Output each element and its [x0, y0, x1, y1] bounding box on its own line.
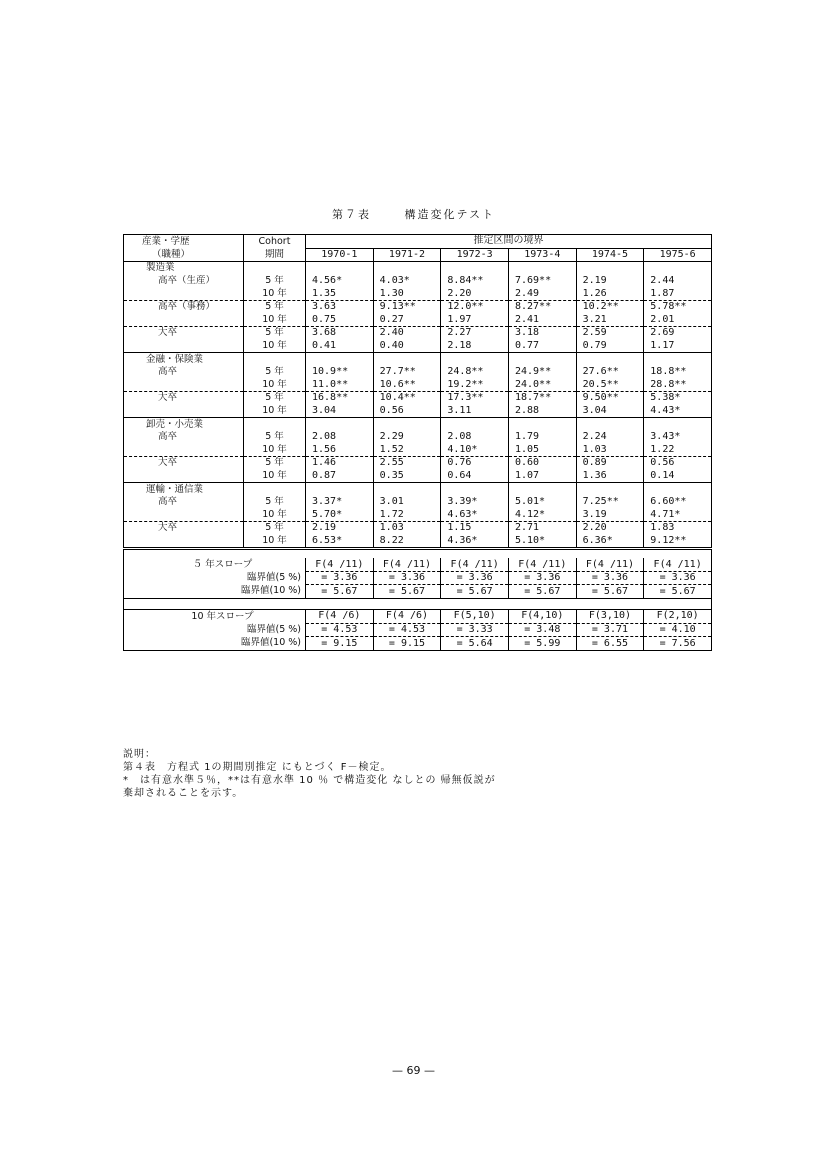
f-value-cell: 24.8** — [441, 366, 509, 379]
cohort-cell: 5 年 — [244, 496, 306, 509]
f-value-cell: 3.39* — [441, 496, 509, 509]
table-title — [0, 206, 827, 222]
f-value-cell: 1.83 — [644, 522, 712, 535]
f-value-cell: 3.21 — [576, 314, 644, 327]
f-value-cell: 2.24 — [576, 431, 644, 444]
f-value-cell: 0.87 — [306, 470, 374, 483]
f-value-cell — [373, 418, 441, 431]
test-row — [124, 585, 712, 599]
f-value-cell: 0.77 — [508, 340, 576, 353]
test-value-cell: F(5,10) — [441, 610, 509, 624]
f-value-cell: 5.10* — [508, 535, 576, 549]
f-value-cell: 2.27 — [441, 327, 509, 340]
test-value-cell: = 4.10 — [644, 623, 712, 637]
f-value-cell: 0.56 — [373, 405, 441, 418]
f-value-cell: 20.5** — [576, 379, 644, 392]
f-value-cell: 2.71 — [508, 522, 576, 535]
cohort-cell: 5 年 — [244, 366, 306, 379]
education-label — [124, 287, 244, 300]
table-row — [124, 483, 712, 496]
cohort-cell: 10 年 — [244, 379, 306, 392]
f-value-cell: 1.30 — [373, 287, 441, 300]
table-row — [124, 262, 712, 275]
table-name: 構造変化テスト — [404, 208, 496, 221]
education-label: 大卒 — [124, 522, 244, 535]
table-row — [124, 431, 712, 444]
test-value-cell: F(4 /11) — [306, 558, 374, 571]
test-value-cell: = 3.36 — [576, 571, 644, 585]
education-label: 大卒 — [124, 392, 244, 405]
test-value-cell: = 3.36 — [508, 571, 576, 585]
f-value-cell: 2.08 — [441, 431, 509, 444]
table-row — [124, 470, 712, 483]
f-value-cell: 5.01* — [508, 496, 576, 509]
f-value-cell: 2.19 — [306, 522, 374, 535]
table-row — [124, 392, 712, 405]
education-label — [124, 470, 244, 483]
cohort-cell: 5 年 — [244, 327, 306, 340]
f-value-cell — [508, 262, 576, 275]
f-value-cell: 1.52 — [373, 444, 441, 457]
cohort-cell: 10 年 — [244, 405, 306, 418]
year-header: 1971-2 — [373, 248, 441, 262]
cohort-cell: 5 年 — [244, 431, 306, 444]
f-value-cell: 9.13** — [373, 300, 441, 313]
f-value-cell — [508, 483, 576, 496]
f-value-cell: 18.8** — [644, 366, 712, 379]
test-value-cell: F(2,10) — [644, 610, 712, 624]
f-value-cell: 8.22 — [373, 535, 441, 549]
year-header: 1970-1 — [306, 248, 374, 262]
f-value-cell: 19.2** — [441, 379, 509, 392]
f-value-cell: 16.8** — [306, 392, 374, 405]
f-value-cell: 4.10* — [441, 444, 509, 457]
notes-heading: 説明： — [123, 749, 156, 760]
education-label — [124, 535, 244, 549]
f-value-cell: 2.20 — [441, 287, 509, 300]
table-row — [124, 457, 712, 470]
f-value-cell: 1.87 — [644, 287, 712, 300]
education-label: 高卒 — [124, 431, 244, 444]
header-period: 期間 — [244, 248, 306, 262]
table-row — [124, 327, 712, 340]
test-value-cell: = 5.67 — [644, 585, 712, 599]
f-value-cell: 6.60** — [644, 496, 712, 509]
f-value-cell — [576, 353, 644, 366]
test-value-cell: = 5.99 — [508, 637, 576, 651]
cohort-cell: 10 年 — [244, 470, 306, 483]
cohort-cell: 10 年 — [244, 535, 306, 549]
critical-10-label: 臨界値(10 %) — [124, 637, 306, 651]
f-value-cell: 0.76 — [441, 457, 509, 470]
f-value-cell: 24.9** — [508, 366, 576, 379]
table-row — [124, 405, 712, 418]
f-value-cell: 1.46 — [306, 457, 374, 470]
f-value-cell: 3.04 — [306, 405, 374, 418]
test-value-cell: = 5.64 — [441, 637, 509, 651]
f-value-cell: 4.03* — [373, 275, 441, 288]
test-title: ５ 年スロープ — [124, 558, 306, 571]
notes-line: 棄却されることを示す。 — [123, 788, 244, 799]
structural-change-table — [123, 234, 712, 651]
test-value-cell: = 3.36 — [306, 571, 374, 585]
f-value-cell: 3.63 — [306, 300, 374, 313]
f-value-cell — [441, 483, 509, 496]
education-label — [124, 340, 244, 353]
spacer-row — [124, 599, 712, 610]
education-label: 高卒 — [124, 496, 244, 509]
table-row — [124, 535, 712, 549]
f-value-cell: 1.03 — [576, 444, 644, 457]
f-value-cell: 0.60 — [508, 457, 576, 470]
f-value-cell: 27.6** — [576, 366, 644, 379]
f-value-cell — [644, 262, 712, 275]
education-label: 高卒 — [124, 366, 244, 379]
f-value-cell: 3.11 — [441, 405, 509, 418]
cohort-cell: 10 年 — [244, 444, 306, 457]
f-value-cell: 3.04 — [576, 405, 644, 418]
header-industry: 産業・学歴 — [124, 235, 244, 249]
f-value-cell: 9.50** — [576, 392, 644, 405]
f-value-cell: 1.97 — [441, 314, 509, 327]
f-value-cell: 3.68 — [306, 327, 374, 340]
f-value-cell: 0.27 — [373, 314, 441, 327]
f-value-cell: 2.18 — [441, 340, 509, 353]
test-value-cell: F(4 /11) — [441, 558, 509, 571]
f-value-cell: 2.41 — [508, 314, 576, 327]
f-value-cell: 4.36* — [441, 535, 509, 549]
table-header — [124, 235, 712, 262]
f-value-cell: 2.88 — [508, 405, 576, 418]
critical-5-label: 臨界値(5 %) — [124, 623, 306, 637]
cohort-cell: 5 年 — [244, 522, 306, 535]
f-value-cell: 5.70* — [306, 508, 374, 521]
f-value-cell: 0.40 — [373, 340, 441, 353]
f-value-cell: 8.84** — [441, 275, 509, 288]
f-value-cell — [441, 418, 509, 431]
f-value-cell: 12.0** — [441, 300, 509, 313]
table-row — [124, 366, 712, 379]
f-value-cell — [373, 262, 441, 275]
f-value-cell: 10.9** — [306, 366, 374, 379]
table-row — [124, 300, 712, 313]
f-value-cell: 6.53* — [306, 535, 374, 549]
f-value-cell: 7.69** — [508, 275, 576, 288]
f-value-cell: 8.27** — [508, 300, 576, 313]
table-row — [124, 275, 712, 288]
test-value-cell: = 6.55 — [576, 637, 644, 651]
education-label: 高卒（生産） — [124, 275, 244, 288]
f-value-cell: 1.35 — [306, 287, 374, 300]
education-label — [124, 508, 244, 521]
test-value-cell: = 5.67 — [373, 585, 441, 599]
test-value-cell: = 3.36 — [644, 571, 712, 585]
test-title: 10 年スロープ — [124, 610, 306, 624]
test-value-cell: = 5.67 — [508, 585, 576, 599]
year-header: 1972-3 — [441, 248, 509, 262]
test-value-cell: F(4 /11) — [373, 558, 441, 571]
f-value-cell — [306, 483, 374, 496]
f-value-cell: 11.0** — [306, 379, 374, 392]
industry-label: 運輸・通信業 — [124, 483, 244, 496]
f-value-cell: 0.79 — [576, 340, 644, 353]
f-value-cell — [373, 353, 441, 366]
education-label: 大卒 — [124, 327, 244, 340]
f-value-cell: 4.43* — [644, 405, 712, 418]
notes — [123, 748, 496, 800]
f-value-cell: 0.35 — [373, 470, 441, 483]
f-value-cell: 3.37* — [306, 496, 374, 509]
f-value-cell: 2.20 — [576, 522, 644, 535]
year-header: 1973-4 — [508, 248, 576, 262]
industry-label: 卸売・小売業 — [124, 418, 244, 431]
f-value-cell: 2.29 — [373, 431, 441, 444]
table-row — [124, 353, 712, 366]
cohort-cell: 10 年 — [244, 340, 306, 353]
f-value-cell: 0.14 — [644, 470, 712, 483]
year-header: 1974-5 — [576, 248, 644, 262]
f-value-cell: 0.89 — [576, 457, 644, 470]
f-value-cell: 4.71* — [644, 508, 712, 521]
f-value-cell: 5.38* — [644, 392, 712, 405]
test-value-cell: = 5.67 — [576, 585, 644, 599]
f-value-cell: 2.19 — [576, 275, 644, 288]
cohort-cell: 5 年 — [244, 300, 306, 313]
industry-label: 金融・保険業 — [124, 353, 244, 366]
critical-5-label: 臨界値(5 %) — [124, 571, 306, 585]
f-value-cell — [306, 353, 374, 366]
test-value-cell: F(4 /11) — [508, 558, 576, 571]
test-value-cell: = 7.56 — [644, 637, 712, 651]
education-label: 大卒 — [124, 457, 244, 470]
test-value-cell: = 4.53 — [306, 623, 374, 637]
f-value-cell — [576, 483, 644, 496]
test-value-cell: = 3.36 — [441, 571, 509, 585]
f-value-cell — [306, 418, 374, 431]
test-row — [124, 610, 712, 624]
test-value-cell: = 3.48 — [508, 623, 576, 637]
test-value-cell: F(4,10) — [508, 610, 576, 624]
test-value-cell: F(4 /11) — [576, 558, 644, 571]
test-value-cell: F(3,10) — [576, 610, 644, 624]
f-value-cell: 1.36 — [576, 470, 644, 483]
cohort-cell — [244, 353, 306, 366]
test-value-cell: = 3.36 — [373, 571, 441, 585]
education-label: 高卒（事務） — [124, 300, 244, 313]
f-value-cell: 10.4** — [373, 392, 441, 405]
table-row — [124, 314, 712, 327]
f-value-cell: 10.6** — [373, 379, 441, 392]
f-value-cell: 24.0** — [508, 379, 576, 392]
f-value-cell: 4.63* — [441, 508, 509, 521]
table-row — [124, 508, 712, 521]
education-label — [124, 444, 244, 457]
f-value-cell — [373, 483, 441, 496]
cohort-cell: 5 年 — [244, 275, 306, 288]
f-value-cell — [576, 418, 644, 431]
f-value-cell — [441, 353, 509, 366]
f-value-cell: 2.59 — [576, 327, 644, 340]
f-value-cell: 1.07 — [508, 470, 576, 483]
f-value-cell: 9.12** — [644, 535, 712, 549]
f-value-cell — [644, 483, 712, 496]
test-section — [124, 549, 712, 651]
table-row — [124, 418, 712, 431]
f-value-cell: 1.56 — [306, 444, 374, 457]
cohort-cell — [244, 418, 306, 431]
f-value-cell: 1.79 — [508, 431, 576, 444]
f-value-cell: 4.56* — [306, 275, 374, 288]
f-value-cell — [306, 262, 374, 275]
test-value-cell: F(4 /11) — [644, 558, 712, 571]
table-number: 第７表 — [331, 208, 371, 221]
cohort-cell: 10 年 — [244, 287, 306, 300]
notes-line: * は有意水準５％，**は有意水準 10 ％ で構造変化 なしとの 帰無仮説が — [123, 775, 496, 786]
table-row — [124, 496, 712, 509]
test-value-cell: = 9.15 — [373, 637, 441, 651]
test-value-cell: F(4 /6) — [306, 610, 374, 624]
table-row — [124, 522, 712, 535]
education-label — [124, 379, 244, 392]
f-value-cell: 0.41 — [306, 340, 374, 353]
test-value-cell: = 4.53 — [373, 623, 441, 637]
test-row — [124, 571, 712, 585]
test-row — [124, 623, 712, 637]
cohort-cell: 5 年 — [244, 392, 306, 405]
f-value-cell: 6.36* — [576, 535, 644, 549]
f-value-cell: 0.56 — [644, 457, 712, 470]
test-row — [124, 637, 712, 651]
table-row — [124, 287, 712, 300]
industry-label: 製造業 — [124, 262, 244, 275]
table-row — [124, 444, 712, 457]
header-cohort: Cohort — [244, 235, 306, 249]
f-value-cell: 3.43* — [644, 431, 712, 444]
f-value-cell: 1.22 — [644, 444, 712, 457]
test-value-cell: = 3.33 — [441, 623, 509, 637]
f-value-cell — [508, 418, 576, 431]
test-value-cell: = 3.71 — [576, 623, 644, 637]
spacer-row — [124, 549, 712, 559]
f-value-cell: 17.3** — [441, 392, 509, 405]
f-value-cell: 18.7** — [508, 392, 576, 405]
f-value-cell: 0.64 — [441, 470, 509, 483]
f-value-cell: 1.15 — [441, 522, 509, 535]
f-value-cell: 3.18 — [508, 327, 576, 340]
cohort-cell: 10 年 — [244, 314, 306, 327]
cohort-cell — [244, 262, 306, 275]
cohort-cell: 10 年 — [244, 508, 306, 521]
critical-10-label: 臨界値(10 %) — [124, 585, 306, 599]
f-value-cell: 1.03 — [373, 522, 441, 535]
f-value-cell: 1.17 — [644, 340, 712, 353]
f-value-cell — [508, 353, 576, 366]
test-value-cell: = 5.67 — [441, 585, 509, 599]
f-value-cell: 27.7** — [373, 366, 441, 379]
table-row — [124, 340, 712, 353]
f-value-cell — [441, 262, 509, 275]
test-value-cell: = 5.67 — [306, 585, 374, 599]
f-value-cell: 2.44 — [644, 275, 712, 288]
f-value-cell: 1.26 — [576, 287, 644, 300]
notes-line: 第４表 方程式 1の期間別推定 にもとづく F－検定。 — [123, 762, 392, 773]
f-value-cell — [644, 418, 712, 431]
page-number: — 69 — — [392, 1064, 435, 1077]
f-value-cell: 2.01 — [644, 314, 712, 327]
f-value-cell: 0.75 — [306, 314, 374, 327]
f-value-cell: 28.8** — [644, 379, 712, 392]
f-value-cell: 3.19 — [576, 508, 644, 521]
header-occupation: （職種） — [124, 248, 244, 262]
f-value-cell: 1.05 — [508, 444, 576, 457]
education-label — [124, 314, 244, 327]
f-value-cell: 2.55 — [373, 457, 441, 470]
f-value-cell: 3.01 — [373, 496, 441, 509]
test-row — [124, 558, 712, 571]
f-value-cell — [644, 353, 712, 366]
cohort-cell: 5 年 — [244, 457, 306, 470]
f-value-cell: 1.72 — [373, 508, 441, 521]
cohort-cell — [244, 483, 306, 496]
f-value-cell — [576, 262, 644, 275]
education-label — [124, 405, 244, 418]
f-value-cell: 5.78** — [644, 300, 712, 313]
f-value-cell: 2.08 — [306, 431, 374, 444]
header-boundary: 推定区間の境界 — [306, 235, 712, 249]
f-value-cell: 2.69 — [644, 327, 712, 340]
test-value-cell: F(4 /6) — [373, 610, 441, 624]
f-value-cell: 10.2** — [576, 300, 644, 313]
test-value-cell: = 9.15 — [306, 637, 374, 651]
f-value-cell: 7.25** — [576, 496, 644, 509]
table-body — [124, 262, 712, 549]
f-value-cell: 4.12* — [508, 508, 576, 521]
f-value-cell: 2.49 — [508, 287, 576, 300]
table-row — [124, 379, 712, 392]
f-value-cell: 2.40 — [373, 327, 441, 340]
year-header: 1975-6 — [644, 248, 712, 262]
